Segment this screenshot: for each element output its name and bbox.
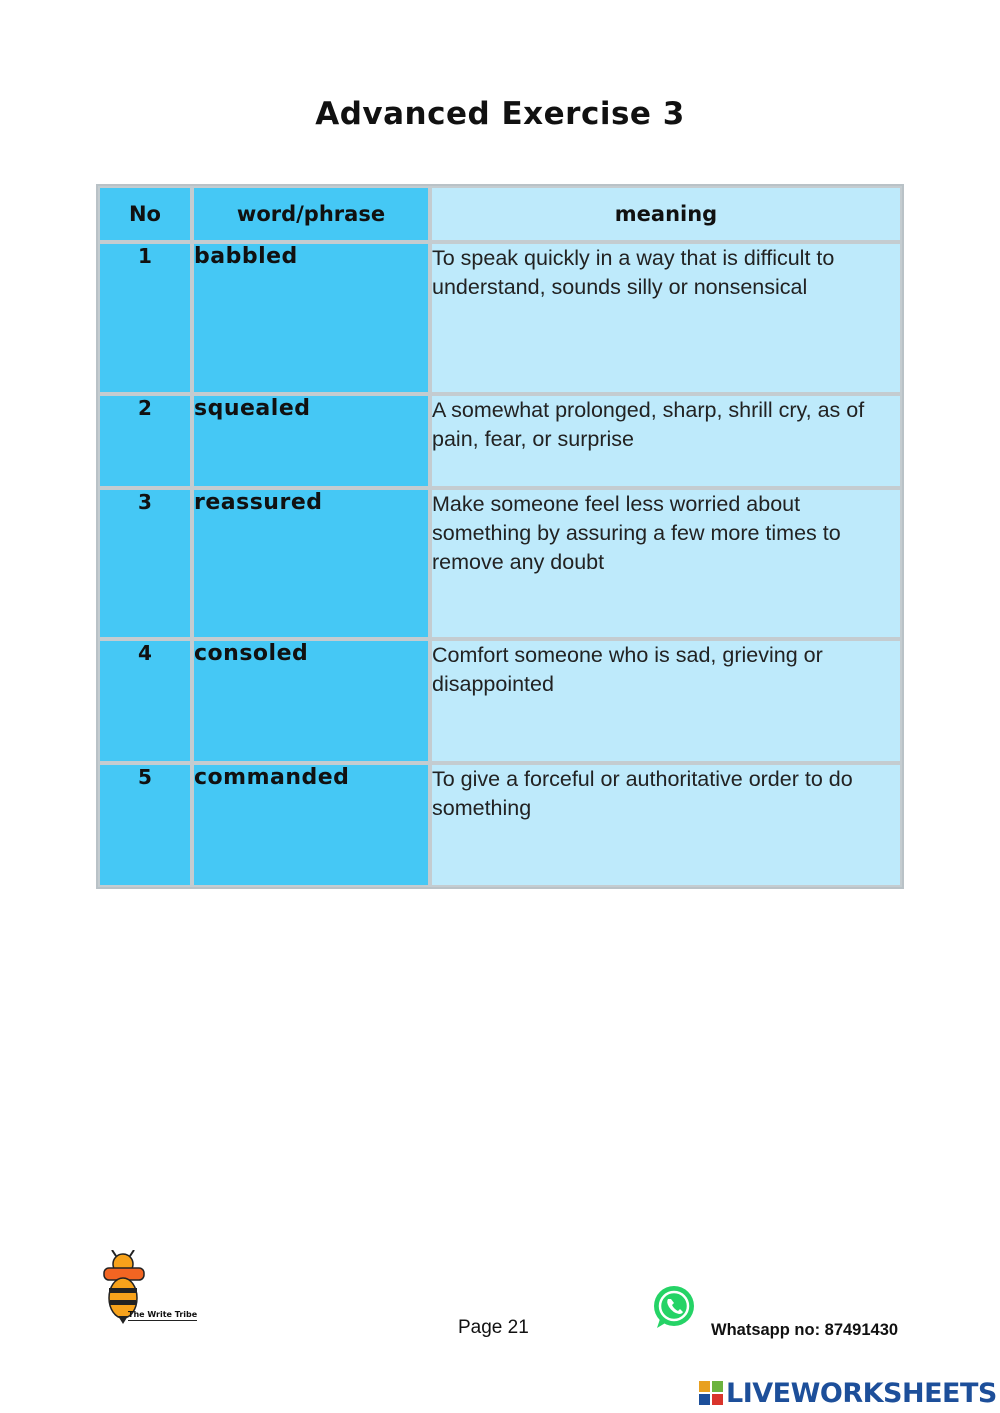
row-number: 1 bbox=[98, 242, 192, 394]
table-row bbox=[98, 394, 902, 488]
row-number: 5 bbox=[98, 763, 192, 887]
row-meaning: Comfort someone who is sad, grieving or disappointed bbox=[430, 639, 902, 763]
header-word: word/phrase bbox=[192, 186, 430, 242]
logo-text: The Write Tribe bbox=[128, 1310, 198, 1319]
row-number: 3 bbox=[98, 488, 192, 639]
table-row bbox=[98, 242, 902, 394]
table-row bbox=[98, 763, 902, 887]
whatsapp-icon bbox=[651, 1284, 697, 1330]
row-word: consoled bbox=[192, 639, 430, 763]
row-meaning: A somewhat prolonged, sharp, shrill cry, as of pain, fear, or surprise bbox=[430, 394, 902, 488]
row-meaning: Make someone feel less worried about something by assuring a few more times to remove any doubt bbox=[430, 488, 902, 639]
row-number: 4 bbox=[98, 639, 192, 763]
header-meaning: meaning bbox=[430, 186, 902, 242]
whatsapp-number: Whatsapp no: 87491430 bbox=[711, 1321, 899, 1339]
header-no: No bbox=[98, 186, 192, 242]
liveworksheets-watermark bbox=[698, 1376, 997, 1410]
row-word: commanded bbox=[192, 763, 430, 887]
watermark-text: LIVEWORKSHEETS bbox=[726, 1377, 997, 1409]
row-meaning: To speak quickly in a way that is difficult to understand, sounds silly or nonsensical bbox=[430, 242, 902, 394]
row-word: reassured bbox=[192, 488, 430, 639]
row-word: babbled bbox=[192, 242, 430, 394]
table-row bbox=[98, 639, 902, 763]
page-number: Page 21 bbox=[458, 1317, 529, 1338]
page-title: Advanced Exercise 3 bbox=[315, 96, 685, 132]
vocabulary-table bbox=[96, 184, 904, 889]
liveworksheets-logo-icon bbox=[698, 1380, 724, 1406]
table-header-row bbox=[98, 186, 902, 242]
table-row bbox=[98, 488, 902, 639]
row-number: 2 bbox=[98, 394, 192, 488]
row-word: squealed bbox=[192, 394, 430, 488]
row-meaning: To give a forceful or authoritative order to do something bbox=[430, 763, 902, 887]
